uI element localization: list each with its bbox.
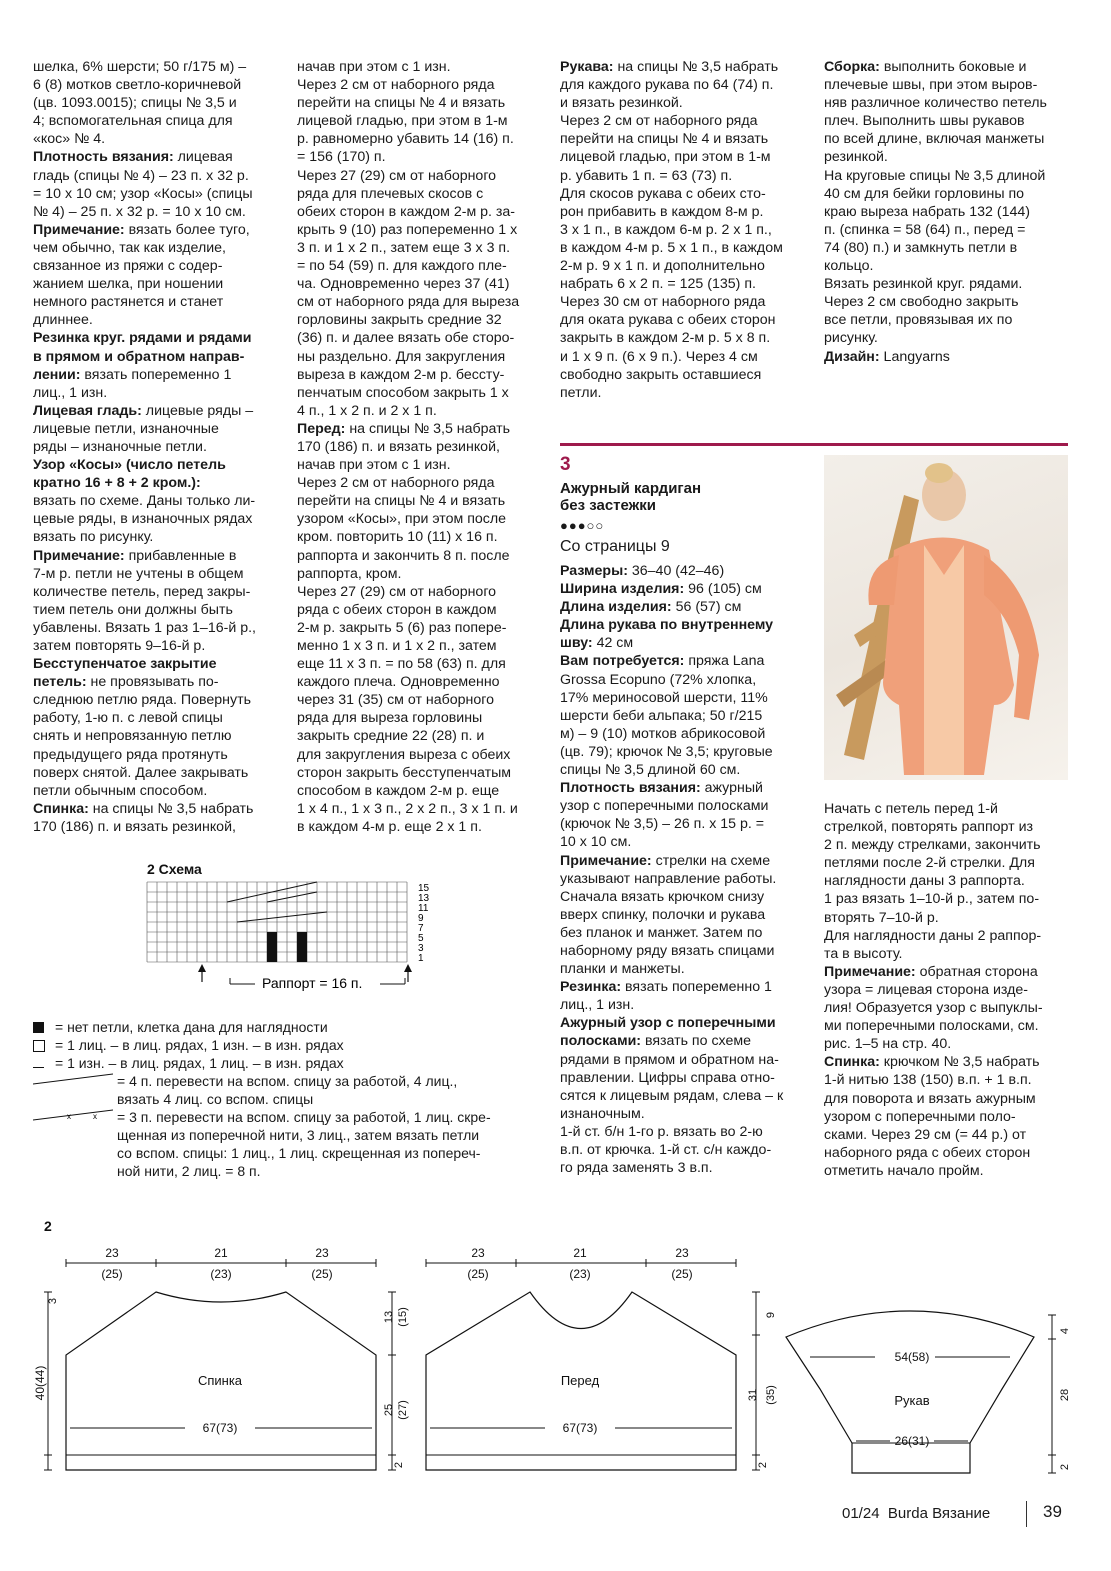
text-line: сками. Через 29 см (= 44 р.) от [824, 1126, 1027, 1143]
text-line: (цв. 1093.0015); спицы № 3,5 и [33, 95, 237, 112]
cable-chart [140, 858, 440, 998]
svg-text:9: 9 [765, 1311, 777, 1319]
text-line: 3 х 1 п., в каждом 6-м р. 2 х 1 п., [560, 221, 772, 238]
text-line: Резинка: вязать попеременно 1 [560, 979, 772, 996]
chart-legend [33, 1018, 533, 1180]
text-line: и 1 х 9 п. (6 х 9 п.). Через 4 см [560, 348, 758, 365]
svg-text:23: 23 [105, 1246, 119, 1260]
cable-3-icon [33, 1108, 113, 1122]
text-line: узора = лицевая сторона изде- [824, 981, 1029, 998]
text-line: = по 54 (59) п. для каждого пле- [297, 258, 507, 275]
text-line: в прямом и обратном направ- [33, 348, 245, 365]
text-line: сторон закрыть бесступенчатым [297, 764, 512, 781]
photo-illustration [824, 455, 1068, 780]
svg-text:67(73): 67(73) [562, 1421, 598, 1435]
text-line: лиц., 1 изн. [33, 384, 108, 401]
text-line: 170 (186) п. и вязать резинкой, [33, 818, 236, 835]
text-line: кром. повторить 10 (11) х 16 п. [297, 529, 498, 546]
text-line: 2 п. между стрелками, закончить [824, 837, 1041, 854]
row-label-7: 7 [418, 923, 424, 934]
text-line: 7-м р. петли не учтены в общем [33, 565, 244, 582]
text-line: 1 раз вязать 1–10-й р., затем по- [824, 891, 1040, 908]
legend-item-knit: = 1 лиц. – в лиц. рядах, 1 изн. – в изн. рядах [33, 1036, 533, 1054]
text-line: наглядности даны 3 раппорта. [824, 873, 1025, 890]
text-line: начав при этом с 1 изн. [297, 457, 451, 474]
text-line: плеч. Выполнить швы рукавов [824, 113, 1025, 130]
text-line: 1-й ст. б/н 1-го р. вязать во 2-ю [560, 1123, 763, 1140]
text-line: набрать 6 х 2 п. = 125 (135) п. [560, 276, 756, 293]
text-line: лении: вязать попеременно 1 [33, 366, 232, 383]
from-page: Со страницы 9 [560, 538, 670, 555]
svg-text:(25): (25) [467, 1267, 489, 1281]
text-line: кратно 16 + 8 + 2 кром.): [33, 475, 201, 492]
text-line: все петли, провязывая их по [824, 312, 1013, 329]
svg-text:26(31): 26(31) [894, 1434, 930, 1448]
text-line: узор с поперечными полосками [560, 798, 769, 815]
magazine-name: Burda Вязание [887, 1505, 991, 1522]
text-line: Для скосов рукава с обеих сто- [560, 185, 766, 202]
legend-item-cable3-cont2: со вспом. спицы: 1 лиц., 1 лиц. скрещенная из попереч- [117, 1145, 481, 1161]
text-line: Через 2 см от наборного ряда [297, 475, 495, 492]
svg-text:(25): (25) [311, 1267, 333, 1281]
svg-text:54(58): 54(58) [894, 1350, 930, 1364]
text-line: ча. Одновременно через 37 (41) [297, 276, 510, 293]
text-line: ми поперечными полосками, см. [824, 1018, 1039, 1035]
text-line: 3 п. и 1 х 2 п., затем еще 3 х 3 п. [297, 239, 511, 256]
text-line: Примечание: вязать более туго, [33, 221, 250, 238]
text-line: петлями после 2-й стрелки. Для [824, 855, 1035, 872]
legend-item-cable4: = 4 п. перевести на вспом. спицу за работой, 4 лиц., [33, 1072, 533, 1090]
svg-text:23: 23 [471, 1246, 485, 1260]
rapport-arrow-icons [198, 964, 412, 972]
text-line: для каждого рукава по 64 (74) п. [560, 77, 774, 94]
text-line: изнаночным. [560, 1105, 645, 1122]
text-line: 4 п., 1 х 2 п. и 2 х 1 п. [297, 402, 437, 419]
text-line: вязать по рисунку. [33, 529, 154, 546]
svg-text:67(73): 67(73) [202, 1421, 238, 1435]
pattern-front [426, 1246, 777, 1470]
text-line: по всей длине, включая манжеты [824, 131, 1045, 148]
text-line: чем обычно, так как изделие, [33, 239, 226, 256]
text-line: 1-й нитью 138 (150) в.п. + 1 в.п. [824, 1072, 1032, 1089]
row-label-5: 5 [418, 933, 424, 944]
text-line: наборному ряду вязать спицами [560, 942, 775, 959]
text-line: 10 х 10 см. [560, 834, 632, 851]
text-line: закрыть средние 22 (28) п. и [297, 728, 485, 745]
text-line: сятся к лицевым рядам, слева – к [560, 1087, 784, 1104]
text-line: горловины закрыть средние 32 [297, 312, 502, 329]
svg-text:(23): (23) [569, 1267, 591, 1281]
text-line: петель: не провязывать по- [33, 674, 219, 691]
text-line: см от наборного ряда для выреза [297, 294, 520, 311]
text-line: 74 (80) п.) и замкнуть петли в [824, 239, 1018, 256]
text-line: лицевые петли, изнаночные [33, 420, 219, 437]
figure-label: 2 [44, 1218, 52, 1234]
text-line: без планок и манжет. Затем по [560, 924, 763, 941]
svg-text:(15): (15) [397, 1307, 409, 1327]
issue-number: 01/24 [842, 1505, 880, 1522]
text-line: закрыть в каждом 2-м р. 5 х 8 п. [560, 330, 771, 347]
text-line: Примечание: прибавленные в [33, 547, 237, 564]
text-line: Плотность вязания: ажурный [560, 780, 763, 797]
svg-text:(25): (25) [101, 1267, 123, 1281]
svg-text:23: 23 [675, 1246, 689, 1260]
svg-text:2: 2 [1059, 1463, 1071, 1471]
text-line: р. убавить 1 п. = 63 (73) п. [560, 167, 733, 184]
text-line: Через 30 см от наборного ряда [560, 294, 766, 311]
text-line: ряда для выреза горловины [297, 710, 483, 727]
text-line: Примечание: стрелки на схеме [560, 852, 771, 869]
text-line: перейти на спицы № 4 и вязать [560, 131, 769, 148]
text-line: краю выреза набрать 132 (144) [824, 203, 1030, 220]
text-line: затем повторять 9–16-й р. [33, 638, 206, 654]
text-line: няв различное количество петель [824, 95, 1047, 112]
dash-icon [33, 1067, 44, 1068]
text-line: планки и манжеты. [560, 961, 685, 978]
text-line: Спинка: крючком № 3,5 набрать [824, 1054, 1040, 1071]
text-line: (36) п. и далее вязать обе сторо- [297, 330, 515, 347]
text-line: узором с поперечными поло- [824, 1108, 1016, 1125]
svg-text:Перед: Перед [560, 1373, 600, 1388]
text-line: 6 (8) мотков светло-коричневой [33, 77, 242, 94]
text-line: Через 2 см от наборного ряда [560, 113, 758, 130]
chart-row-labels [418, 883, 430, 964]
text-line: тием петель они должны быть [33, 601, 233, 618]
text-line: рисунку. [824, 330, 878, 347]
svg-text:28: 28 [1059, 1388, 1071, 1402]
svg-text:3: 3 [47, 1297, 59, 1305]
text-line: 40 см для бейки горловины по [824, 185, 1025, 202]
text-line: для оката рукава с обеих сторон [560, 312, 776, 329]
text-line: рон прибавить в каждом 8-м р. [560, 203, 764, 220]
pattern-back [33, 1246, 409, 1470]
svg-text:2: 2 [393, 1461, 405, 1469]
text-line: рядами в прямом и обратном на- [560, 1051, 779, 1068]
text-line: Вам потребуется: пряжа Lana [560, 653, 765, 670]
text-line: Ширина изделия: 96 (105) см [560, 581, 762, 598]
text-line: выреза в каждом 2-м р. бессту- [297, 366, 505, 383]
text-line: для поворота и вязать ажурным [824, 1090, 1036, 1107]
text-line: узором «Косы», при этом после [297, 511, 507, 528]
text-line: жанием шелка, при ношении [33, 276, 224, 293]
text-line: отметить начало пройм. [824, 1162, 984, 1179]
section-title-line-1: Ажурный кардиган [560, 480, 702, 497]
text-line: Размеры: 36–40 (42–46) [560, 563, 725, 579]
chart-title: 2 Схема [147, 861, 202, 877]
text-line: Grossa Ecopuno (72% хлопка, [560, 671, 757, 688]
text-line: перейти на спицы № 4 и вязать [297, 493, 506, 510]
text-column-3b [560, 562, 800, 1177]
svg-text:x: x [93, 1112, 97, 1121]
section-title [560, 480, 800, 514]
footer-issue [842, 1505, 990, 1522]
text-line: гладь (спицы № 4) – 23 п. х 32 р. [33, 167, 249, 184]
text-line: 1 х 4 п., 1 х 3 п., 2 х 2 п., 3 х 1 п. и [297, 800, 518, 817]
text-line: вторять 7–10-й р. [824, 909, 939, 926]
text-line: плечевые швы, при этом выров- [824, 77, 1038, 94]
text-line: м) – 9 (10) мотков абрикосовой [560, 725, 766, 742]
text-line: 4; вспомогательная спица для [33, 113, 233, 130]
text-line: = 10 х 10 см; узор «Косы» (спицы [33, 185, 253, 202]
page-number: 39 [1043, 1502, 1062, 1521]
text-line: На круговые спицы № 3,5 длиной [824, 167, 1046, 184]
text-line: Через 2 см от наборного ряда [297, 77, 495, 94]
legend-item-no-stitch: = нет петли, клетка дана для наглядности [33, 1018, 533, 1036]
text-line: кольцо. [824, 258, 874, 275]
text-line: свободно закрыть оставшиеся [560, 366, 762, 383]
pattern-sleeve [786, 1311, 1071, 1473]
text-line: поверх снятой. Далее закрывать [33, 764, 249, 781]
text-line: петли. [560, 384, 602, 401]
svg-text:2: 2 [757, 1461, 769, 1469]
text-line: Для наглядности даны 2 раппор- [824, 927, 1042, 944]
text-line: убавлены. Вязать 1 раз 1–16-й р., [33, 619, 256, 636]
svg-text:13: 13 [383, 1310, 395, 1324]
legend-item-cable3: x x = 3 п. перевести на вспом. спицу за работой, 1 лиц. скре- [33, 1108, 533, 1126]
legend-item-cable3-cont3: ной нити, 2 лиц. = 8 п. [117, 1163, 261, 1179]
text-line: немного растянется и станет [33, 294, 224, 311]
text-line: стрелкой, повторять раппорт из [824, 819, 1034, 836]
chart-grid [147, 882, 407, 962]
svg-text:23: 23 [315, 1246, 329, 1260]
text-line: Вязать резинкой круг. рядами. [824, 276, 1023, 293]
text-line: р. равномерно убавить 14 (16) п. [297, 131, 514, 148]
text-line: ряды – изнаночные петли. [33, 438, 207, 455]
text-line: наборного ряда с обеих сторон [824, 1144, 1031, 1161]
text-line: шелка, 6% шерсти; 50 г/175 м) – [33, 59, 247, 75]
svg-text:(23): (23) [210, 1267, 232, 1281]
text-line: ряда с обеих сторон в каждом [297, 601, 497, 618]
text-line: 170 (186) п. и вязать резинкой, [297, 438, 500, 455]
text-line: и вязать резинкой. [560, 95, 683, 112]
text-line: связанное из пряжи с содер- [33, 258, 223, 275]
row-label-11: 11 [418, 903, 429, 914]
row-label-15: 15 [418, 883, 430, 894]
text-column-3 [560, 58, 800, 402]
svg-text:25: 25 [383, 1403, 395, 1417]
text-line: работу, 1-ю п. с левой спицы [33, 710, 223, 727]
text-line: пенчатым способом закрыть 1 х [297, 384, 509, 401]
text-line: Длина изделия: 56 (57) см [560, 599, 742, 616]
text-line: 2-м р. закрыть 5 (6) раз попере- [297, 619, 507, 636]
text-line: через 31 (35) см от наборного [297, 692, 495, 709]
legend-item-purl: = 1 изн. – в лиц. рядах, 1 лиц. – в изн. рядах [33, 1054, 533, 1072]
section-title-line-2: без застежки [560, 497, 657, 514]
text-line: «кос» № 4. [33, 131, 106, 148]
text-line: петли обычным способом. [33, 782, 208, 799]
text-line: ны раздельно. Для закругления [297, 348, 506, 365]
text-line: предыдущего ряда протянуть [33, 746, 228, 763]
text-line: обеих сторон в каждом 2-м р. за- [297, 203, 516, 220]
text-line: раппорта и закончить 8 п. после [297, 547, 510, 564]
svg-text:21: 21 [214, 1246, 228, 1260]
text-line: менно 1 х 3 п. и 1 х 2 п., затем [297, 638, 497, 654]
text-line: лия! Образуется узор с выпуклы- [824, 1000, 1043, 1017]
text-line: Сборка: выполнить боковые и [824, 59, 1027, 75]
text-line: Рукава: на спицы № 3,5 набрать [560, 59, 779, 75]
garment-patterns [30, 1215, 1090, 1485]
text-line: Через 2 см свободно закрыть [824, 294, 1019, 311]
text-line: № 4) – 25 п. х 32 р. = 10 х 10 см. [33, 203, 246, 220]
text-line: перейти на спицы № 4 и вязать [297, 95, 506, 112]
section-number: 3 [560, 454, 571, 475]
difficulty-rating: ●●●○○ [560, 518, 605, 533]
row-label-13: 13 [418, 893, 430, 904]
svg-text:(25): (25) [671, 1267, 693, 1281]
section-divider [560, 443, 1068, 446]
text-line: Спинка: на спицы № 3,5 набрать [33, 800, 254, 817]
text-line: Через 27 (29) см от наборного [297, 167, 497, 184]
legend-item-cable4-cont: вязать 4 лиц. со вспом. спицы [117, 1091, 314, 1107]
text-column-4 [824, 58, 1069, 366]
svg-text:40(44): 40(44) [33, 1365, 47, 1401]
text-line: следнюю петлю ряда. Повернуть [33, 692, 251, 709]
text-line: Резинка круг. рядами и рядами [33, 330, 252, 347]
svg-text:(27): (27) [397, 1400, 409, 1420]
text-line: (цв. 79); крючок № 3,5; круговые [560, 743, 773, 760]
text-line: Длина рукава по внутреннему [560, 617, 774, 634]
text-line: еще 11 х 3 п. = по 58 (63) п. для [297, 656, 506, 673]
text-line: (крючок № 3,5) – 26 п. х 15 р. = [560, 816, 765, 833]
footer-separator [1026, 1501, 1027, 1527]
svg-text:21: 21 [573, 1246, 587, 1260]
text-line: вверх спинку, полочки и рукава [560, 906, 766, 923]
text-line: ряда для плечевых скосов с [297, 185, 484, 202]
text-column-1 [33, 58, 283, 836]
empty-square-icon [33, 1040, 45, 1052]
row-label-9: 9 [418, 913, 424, 924]
text-line: снять и непровязанную петлю [33, 728, 232, 745]
text-line: раппорта, кром. [297, 565, 402, 582]
text-line: длиннее. [33, 312, 93, 329]
text-line: = 156 (170) п. [297, 149, 386, 166]
text-line: полосками: вязать по схеме [560, 1033, 752, 1050]
text-line: резинкой. [824, 149, 888, 166]
text-line: лиц., 1 изн. [560, 997, 635, 1014]
text-line: каждого плеча. Одновременно [297, 674, 500, 691]
text-line: го ряда заменять 3 в.п. [560, 1160, 713, 1177]
text-line: спицы № 3,5 длиной 60 см. [560, 762, 741, 779]
legend-item-cable3-cont1: щенная из поперечной нити, 3 лиц., затем вязать петли [117, 1127, 480, 1143]
text-line: в каждом 4-м р. еще 2 х 1 п. [297, 818, 482, 835]
text-line: цевые ряды, в изнаночных рядах [33, 511, 253, 528]
svg-text:(35): (35) [765, 1385, 777, 1405]
text-line: Ажурный узор с поперечными [560, 1015, 776, 1032]
text-line: способом в каждом 2-м р. еще [297, 782, 500, 799]
text-column-4b [824, 800, 1069, 1180]
text-line: вязать по схеме. Даны только ли- [33, 493, 256, 510]
text-line: п. (спинка = 58 (64) п., перед = [824, 221, 1026, 238]
text-line: Дизайн: Langyarns [824, 348, 950, 365]
row-label-1: 1 [418, 953, 424, 964]
text-line: количестве петель, перед закры- [33, 583, 251, 600]
text-line: правлении. Цифры справа отно- [560, 1069, 775, 1086]
text-line: для закругления выреза с обеих [297, 746, 511, 763]
text-line: Через 27 (29) см от наборного [297, 583, 497, 600]
text-line: Плотность вязания: лицевая [33, 149, 233, 166]
cable-4-icon [33, 1072, 113, 1086]
text-line: 2-м р. 9 х 1 п. и дополнительно [560, 258, 765, 275]
text-line: Перед: на спицы № 3,5 набрать [297, 420, 510, 437]
text-line: начав при этом с 1 изн. [297, 59, 451, 75]
text-line: Бесступенчатое закрытие [33, 656, 217, 673]
text-column-2 [297, 58, 537, 836]
text-line: в.п. от крючка. 1-й ст. с/н каждо- [560, 1142, 772, 1158]
text-line: указывают направление работы. [560, 870, 777, 887]
text-line: рис. 1–5 на стр. 40. [824, 1036, 952, 1053]
text-line: в каждом 4-м р. 5 х 1 п., в каждом [560, 239, 783, 256]
svg-text:Спинка: Спинка [197, 1373, 243, 1388]
text-line: 17% мериносовой шерсти, 11% [560, 689, 768, 706]
text-line: шерсти беби альпака; 50 г/215 [560, 707, 763, 724]
svg-text:x: x [67, 1112, 71, 1121]
text-line: шву: 42 см [560, 635, 634, 652]
text-line: лицевой гладью, при этом в 1-м [297, 113, 508, 130]
svg-text:31: 31 [747, 1388, 759, 1402]
svg-text:Рукав: Рукав [894, 1393, 930, 1408]
text-line: Примечание: обратная сторона [824, 963, 1038, 980]
model-photo [824, 455, 1068, 780]
text-line: Лицевая гладь: лицевые ряды – [33, 402, 254, 419]
text-line: Сначала вязать крючком снизу [560, 888, 765, 905]
black-square-icon [33, 1022, 44, 1033]
text-line: Узор «Косы» (число петель [33, 457, 226, 474]
svg-text:4: 4 [1059, 1327, 1071, 1335]
text-line: Начать с петель перед 1-й [824, 801, 998, 817]
text-line: лицевой гладью, при этом в 1-м [560, 149, 771, 166]
text-line: та в высоту. [824, 945, 903, 962]
rapport-label: Раппорт = 16 п. [262, 975, 363, 991]
text-line: крыть 9 (10) раз попеременно 1 х [297, 221, 518, 238]
row-label-3: 3 [418, 943, 424, 954]
